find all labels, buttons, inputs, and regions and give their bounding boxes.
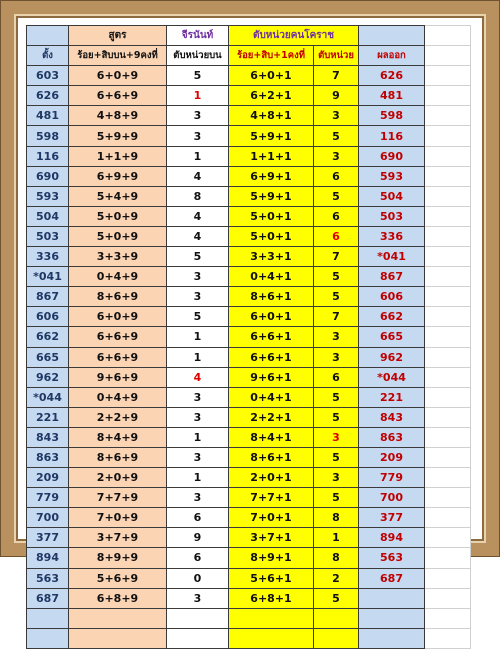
- cell-unit-top: 5: [167, 307, 229, 327]
- table-row: [27, 226, 471, 246]
- table-row: [27, 468, 471, 488]
- cell-unit-korat: 8: [314, 508, 359, 528]
- cell-unit-top: 3: [167, 447, 229, 467]
- cell-id: 593: [27, 186, 69, 206]
- cell-formula-korat: 8+9+1: [229, 548, 314, 568]
- cell-id: 336: [27, 247, 69, 267]
- cell-result: 665: [359, 327, 425, 347]
- cell-unit-top: 3: [167, 106, 229, 126]
- cell-formula-korat: 9+6+1: [229, 367, 314, 387]
- cell-formula-korat: 2+2+1: [229, 407, 314, 427]
- empty-cell: [314, 628, 359, 648]
- empty-cell: [229, 628, 314, 648]
- cell-unit-top: 3: [167, 488, 229, 508]
- cell-id: 962: [27, 367, 69, 387]
- cell-formula: 5+6+9: [69, 568, 167, 588]
- cell-id: 603: [27, 66, 69, 86]
- cell-formula-korat: 4+8+1: [229, 106, 314, 126]
- cell-unit-korat: 9: [314, 86, 359, 106]
- header-cell: [359, 26, 425, 46]
- cell-formula: 6+6+9: [69, 327, 167, 347]
- cell-formula-korat: 0+4+1: [229, 267, 314, 287]
- cell-unit-korat: 3: [314, 327, 359, 347]
- cell-id: 665: [27, 347, 69, 367]
- cell-formula-korat: 5+0+1: [229, 206, 314, 226]
- cell-unit-korat: 5: [314, 588, 359, 608]
- cell-formula-korat: 8+4+1: [229, 427, 314, 447]
- cell-id: 221: [27, 407, 69, 427]
- empty-cell: [425, 367, 471, 387]
- cell-unit-top: 1: [167, 427, 229, 447]
- table-row: [27, 126, 471, 146]
- cell-formula: 8+6+9: [69, 287, 167, 307]
- table-row: [27, 407, 471, 427]
- cell-unit-top: 5: [167, 66, 229, 86]
- empty-cell: [425, 447, 471, 467]
- cell-result: 843: [359, 407, 425, 427]
- cell-unit-top: 8: [167, 186, 229, 206]
- cell-unit-korat: 5: [314, 126, 359, 146]
- cell-id: 687: [27, 588, 69, 608]
- cell-formula-korat: 6+6+1: [229, 327, 314, 347]
- cell-result: 687: [359, 568, 425, 588]
- jeeranan-header: จีรนันท์: [167, 26, 229, 46]
- cell-unit-top: 3: [167, 407, 229, 427]
- cell-formula: 5+4+9: [69, 186, 167, 206]
- cell-formula: 3+7+9: [69, 528, 167, 548]
- cell-result: [359, 588, 425, 608]
- cell-result: *044: [359, 367, 425, 387]
- cell-result: 503: [359, 206, 425, 226]
- cell-formula-korat: 3+3+1: [229, 247, 314, 267]
- cell-unit-top: 1: [167, 327, 229, 347]
- cell-id: 867: [27, 287, 69, 307]
- cell-unit-korat: 3: [314, 347, 359, 367]
- cell-formula-korat: 1+1+1: [229, 146, 314, 166]
- empty-cell: [359, 628, 425, 648]
- cell-formula: 9+6+9: [69, 367, 167, 387]
- table-row: [27, 488, 471, 508]
- cell-unit-top: 3: [167, 267, 229, 287]
- cell-formula-korat: 3+7+1: [229, 528, 314, 548]
- cell-unit-korat: 7: [314, 247, 359, 267]
- col-header-f3: ร้อย+สิบ+1คงที่: [229, 46, 314, 66]
- cell-unit-top: 6: [167, 508, 229, 528]
- empty-cell: [425, 508, 471, 528]
- cell-formula: 6+6+9: [69, 86, 167, 106]
- cell-result: 504: [359, 186, 425, 206]
- cell-unit-korat: 5: [314, 186, 359, 206]
- cell-unit-korat: 5: [314, 447, 359, 467]
- cell-formula: 6+9+9: [69, 166, 167, 186]
- empty-cell: [425, 126, 471, 146]
- empty-cell: [425, 327, 471, 347]
- cell-unit-top: 3: [167, 287, 229, 307]
- cell-unit-top: 1: [167, 347, 229, 367]
- cell-unit-korat: 6: [314, 367, 359, 387]
- cell-result: 563: [359, 548, 425, 568]
- cell-result: 626: [359, 66, 425, 86]
- cell-formula: 2+2+9: [69, 407, 167, 427]
- table-row: [27, 86, 471, 106]
- empty-cell: [425, 46, 471, 66]
- cell-unit-korat: 5: [314, 267, 359, 287]
- table-row: [27, 367, 471, 387]
- header-row-top: [27, 26, 471, 46]
- empty-cell: [425, 427, 471, 447]
- cell-unit-korat: 8: [314, 548, 359, 568]
- empty-cell: [425, 86, 471, 106]
- empty-cell: [167, 608, 229, 628]
- cell-unit-top: 1: [167, 468, 229, 488]
- empty-cell: [425, 186, 471, 206]
- formula-header: สูตร: [69, 26, 167, 46]
- cell-unit-korat: 3: [314, 468, 359, 488]
- cell-result: 336: [359, 226, 425, 246]
- cell-id: 504: [27, 206, 69, 226]
- empty-cell: [425, 206, 471, 226]
- cell-formula-korat: 5+0+1: [229, 226, 314, 246]
- cell-unit-korat: 3: [314, 427, 359, 447]
- header-cell: [27, 26, 69, 46]
- table-row: [27, 588, 471, 608]
- cell-id: *044: [27, 387, 69, 407]
- cell-formula-korat: 5+6+1: [229, 568, 314, 588]
- cell-id: 894: [27, 548, 69, 568]
- empty-cell: [425, 568, 471, 588]
- cell-unit-korat: 3: [314, 106, 359, 126]
- cell-unit-korat: 7: [314, 307, 359, 327]
- cell-formula: 0+4+9: [69, 267, 167, 287]
- cell-unit-top: 1: [167, 146, 229, 166]
- cell-formula: 2+0+9: [69, 468, 167, 488]
- cell-unit-korat: 5: [314, 387, 359, 407]
- cell-result: 598: [359, 106, 425, 126]
- cell-result: 894: [359, 528, 425, 548]
- cell-result: 867: [359, 267, 425, 287]
- empty-cell: [425, 226, 471, 246]
- cell-unit-top: 3: [167, 387, 229, 407]
- cell-unit-korat: 6: [314, 226, 359, 246]
- cell-id: 598: [27, 126, 69, 146]
- cell-formula: 8+4+9: [69, 427, 167, 447]
- cell-formula-korat: 6+2+1: [229, 86, 314, 106]
- cell-unit-korat: 6: [314, 206, 359, 226]
- col-header-f2: ตับหน่วยบน: [167, 46, 229, 66]
- cell-unit-top: 5: [167, 247, 229, 267]
- blank-row: [27, 608, 471, 628]
- cell-formula-korat: 2+0+1: [229, 468, 314, 488]
- table-row: [27, 66, 471, 86]
- cell-id: 377: [27, 528, 69, 548]
- empty-cell: [425, 287, 471, 307]
- table-row: [27, 568, 471, 588]
- empty-cell: [314, 608, 359, 628]
- empty-cell: [425, 106, 471, 126]
- cell-result: 116: [359, 126, 425, 146]
- col-header-id: ตั้ง: [27, 46, 69, 66]
- spreadsheet: [22, 25, 472, 605]
- cell-id: 481: [27, 106, 69, 126]
- table-row: [27, 528, 471, 548]
- cell-unit-top: 9: [167, 528, 229, 548]
- empty-cell: [425, 588, 471, 608]
- cell-formula-korat: 8+6+1: [229, 287, 314, 307]
- empty-cell: [167, 628, 229, 648]
- blank-row: [27, 628, 471, 648]
- formula-table: [26, 25, 471, 649]
- empty-cell: [425, 247, 471, 267]
- table-row: [27, 307, 471, 327]
- cell-formula-korat: 5+9+1: [229, 186, 314, 206]
- empty-cell: [69, 628, 167, 648]
- table-row: [27, 427, 471, 447]
- empty-cell: [425, 468, 471, 488]
- cell-formula-korat: 6+0+1: [229, 307, 314, 327]
- table-row: [27, 206, 471, 226]
- empty-cell: [359, 608, 425, 628]
- empty-cell: [425, 387, 471, 407]
- empty-cell: [425, 66, 471, 86]
- cell-result: 221: [359, 387, 425, 407]
- empty-cell: [69, 608, 167, 628]
- table-row: [27, 287, 471, 307]
- table-row: [27, 508, 471, 528]
- table-row: [27, 447, 471, 467]
- table-row: [27, 548, 471, 568]
- empty-cell: [425, 407, 471, 427]
- cell-unit-top: 3: [167, 588, 229, 608]
- cell-result: 779: [359, 468, 425, 488]
- cell-formula-korat: 0+4+1: [229, 387, 314, 407]
- cell-unit-korat: 2: [314, 568, 359, 588]
- table-row: [27, 387, 471, 407]
- header-row-columns: [27, 46, 471, 66]
- empty-cell: [425, 528, 471, 548]
- cell-formula: 5+9+9: [69, 126, 167, 146]
- cell-id: 863: [27, 447, 69, 467]
- cell-unit-korat: 5: [314, 488, 359, 508]
- cell-result: 593: [359, 166, 425, 186]
- cell-unit-top: 4: [167, 166, 229, 186]
- cell-unit-korat: 3: [314, 146, 359, 166]
- cell-unit-korat: 5: [314, 287, 359, 307]
- cell-formula-korat: 6+9+1: [229, 166, 314, 186]
- cell-result: 481: [359, 86, 425, 106]
- cell-unit-top: 4: [167, 226, 229, 246]
- cell-id: 700: [27, 508, 69, 528]
- table-row: [27, 267, 471, 287]
- table-row: [27, 146, 471, 166]
- cell-id: 563: [27, 568, 69, 588]
- cell-id: 626: [27, 86, 69, 106]
- cell-formula: 7+7+9: [69, 488, 167, 508]
- cell-unit-top: 1: [167, 86, 229, 106]
- cell-unit-top: 6: [167, 548, 229, 568]
- cell-formula: 3+3+9: [69, 247, 167, 267]
- cell-formula: 6+0+9: [69, 307, 167, 327]
- table-row: [27, 247, 471, 267]
- cell-id: 843: [27, 427, 69, 447]
- cell-result: 690: [359, 146, 425, 166]
- empty-cell: [27, 628, 69, 648]
- table-row: [27, 166, 471, 186]
- table-row: [27, 186, 471, 206]
- cell-result: 209: [359, 447, 425, 467]
- empty-cell: [425, 267, 471, 287]
- cell-formula-korat: 6+6+1: [229, 347, 314, 367]
- cell-formula: 8+6+9: [69, 447, 167, 467]
- cell-id: 690: [27, 166, 69, 186]
- cell-id: *041: [27, 267, 69, 287]
- empty-cell: [229, 608, 314, 628]
- cell-formula-korat: 6+8+1: [229, 588, 314, 608]
- cell-result: 962: [359, 347, 425, 367]
- cell-formula-korat: 5+9+1: [229, 126, 314, 146]
- cell-formula-korat: 7+0+1: [229, 508, 314, 528]
- empty-cell: [425, 146, 471, 166]
- cell-id: 606: [27, 307, 69, 327]
- cell-formula: 6+6+9: [69, 347, 167, 367]
- cell-formula: 1+1+9: [69, 146, 167, 166]
- cell-unit-korat: 5: [314, 407, 359, 427]
- cell-result: *041: [359, 247, 425, 267]
- cell-unit-top: 3: [167, 126, 229, 146]
- cell-unit-top: 0: [167, 568, 229, 588]
- empty-cell: [425, 166, 471, 186]
- table-row: [27, 347, 471, 367]
- cell-id: 209: [27, 468, 69, 488]
- empty-cell: [425, 628, 471, 648]
- empty-cell: [27, 608, 69, 628]
- empty-cell: [425, 307, 471, 327]
- cell-unit-korat: 1: [314, 528, 359, 548]
- empty-cell: [425, 548, 471, 568]
- cell-formula: 7+0+9: [69, 508, 167, 528]
- cell-unit-korat: 6: [314, 166, 359, 186]
- cell-formula: 5+0+9: [69, 206, 167, 226]
- empty-cell: [425, 488, 471, 508]
- cell-result: 700: [359, 488, 425, 508]
- cell-unit-korat: 7: [314, 66, 359, 86]
- cell-formula: 6+8+9: [69, 588, 167, 608]
- col-header-f4: ตับหน่วย: [314, 46, 359, 66]
- cell-result: 606: [359, 287, 425, 307]
- cell-result: 662: [359, 307, 425, 327]
- cell-unit-top: 4: [167, 206, 229, 226]
- col-header-f1: ร้อย+สิบบน+9คงที่: [69, 46, 167, 66]
- table-row: [27, 106, 471, 126]
- korat-header: ตับหน่วยคนโคราช: [229, 26, 359, 46]
- cell-formula-korat: 6+0+1: [229, 66, 314, 86]
- table-row: [27, 327, 471, 347]
- cell-formula: 4+8+9: [69, 106, 167, 126]
- empty-cell: [425, 347, 471, 367]
- cell-unit-top: 4: [167, 367, 229, 387]
- cell-id: 662: [27, 327, 69, 347]
- cell-formula: 5+0+9: [69, 226, 167, 246]
- cell-formula-korat: 7+7+1: [229, 488, 314, 508]
- cell-id: 779: [27, 488, 69, 508]
- cell-result: 377: [359, 508, 425, 528]
- cell-formula: 0+4+9: [69, 387, 167, 407]
- cell-result: 863: [359, 427, 425, 447]
- cell-formula-korat: 8+6+1: [229, 447, 314, 467]
- cell-id: 116: [27, 146, 69, 166]
- empty-cell: [425, 608, 471, 628]
- cell-formula: 8+9+9: [69, 548, 167, 568]
- cell-id: 503: [27, 226, 69, 246]
- empty-cell: [425, 26, 471, 46]
- cell-formula: 6+0+9: [69, 66, 167, 86]
- col-header-res: ผลออก: [359, 46, 425, 66]
